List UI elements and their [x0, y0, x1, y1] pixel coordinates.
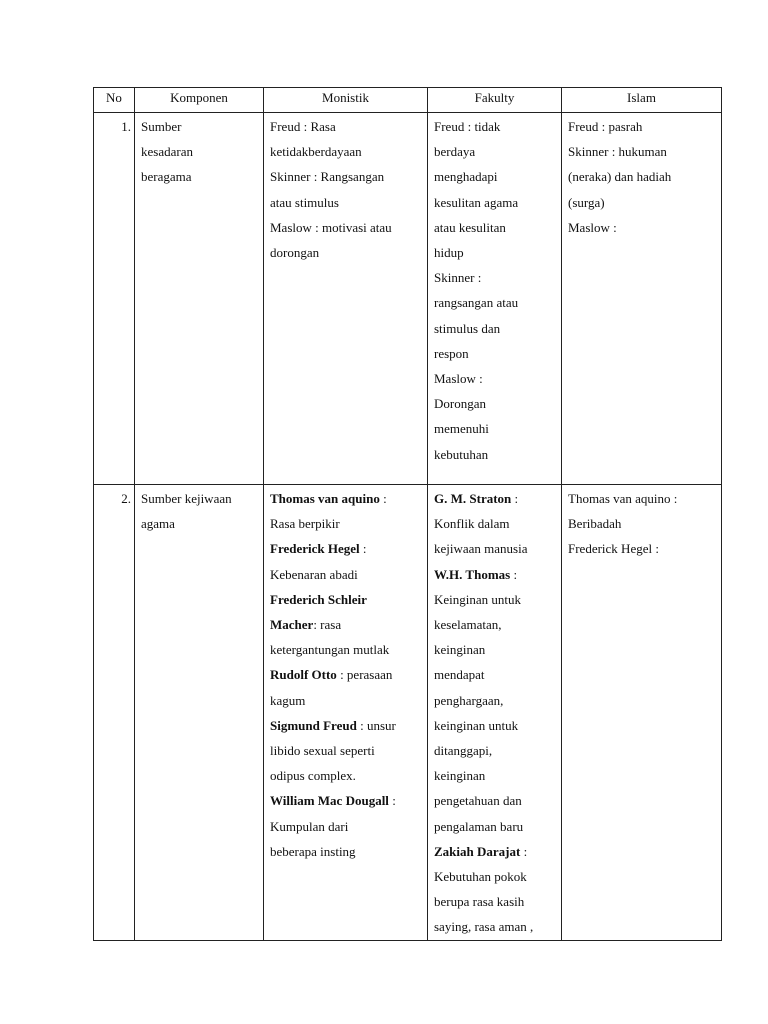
cell-line: respon [434, 345, 469, 361]
separator: : [359, 541, 367, 557]
cell-line: Rasa berpikir [270, 516, 340, 532]
cell-line: kesadaran [141, 144, 193, 160]
header-komponen: Komponen [135, 88, 264, 113]
komponen-cell [135, 113, 264, 485]
cell-line: keinginan [434, 768, 486, 784]
cell-line: keselamatan, [434, 617, 502, 633]
table-row [94, 485, 722, 941]
monistik-cell [264, 113, 428, 485]
row-number: 1. [94, 113, 135, 485]
cell-line: Freud : pasrah [568, 119, 643, 134]
separator: : [511, 491, 519, 506]
cell-line: Dorongan [434, 396, 486, 412]
cell-line: ditanggapi, [434, 743, 493, 759]
islam-cell [562, 113, 722, 485]
cell-line: agama [141, 516, 175, 532]
cell-line: kebutuhan [434, 446, 489, 462]
cell-line [270, 486, 422, 511]
author-name: William Mac Dougall [270, 793, 389, 809]
separator: : [388, 793, 396, 809]
cell-line [270, 612, 422, 637]
cell-line: atau stimulus [270, 194, 339, 210]
cell-line: Skinner : Rangsangan [270, 169, 385, 185]
cell-line: berdaya [434, 144, 476, 160]
header-monistik: Monistik [264, 88, 428, 113]
author-name: Rudolf Otto [270, 667, 337, 683]
cell-line [270, 788, 422, 813]
cell-line [434, 562, 556, 587]
cell-line: beragama [141, 169, 192, 185]
cell-line: Sumber [141, 119, 182, 134]
cell-line: Kumpulan dari [270, 818, 349, 834]
cell-line: (surga) [568, 194, 605, 210]
cell-line: Freud : Rasa [270, 119, 336, 134]
author-name: G. M. Straton [434, 491, 512, 506]
cell-line: keinginan [434, 642, 486, 658]
separator: : [379, 491, 387, 506]
cell-line: ketergantungan mutlak [270, 642, 390, 658]
author-name: Macher [270, 617, 314, 633]
cell-line: dorongan [270, 245, 320, 261]
cell-line [434, 839, 556, 864]
header-islam: Islam [562, 88, 722, 113]
cell-line: Konflik dalam [434, 516, 510, 532]
cell-line: Keinginan untuk [434, 591, 522, 607]
table-row [94, 113, 722, 485]
row-number: 2. [94, 485, 135, 941]
cell-line: ketidakberdayaan [270, 144, 362, 160]
author-name: Zakiah Darajat [434, 843, 521, 859]
cell-line: Kebenaran abadi [270, 566, 358, 582]
separator: : rasa [313, 617, 342, 633]
separator: : [520, 843, 528, 859]
cell-line: hidup [434, 245, 464, 261]
cell-line [270, 587, 422, 612]
cell-line: berupa rasa kasih [434, 894, 525, 910]
cell-line: menghadapi [434, 169, 498, 185]
cell-line: Freud : tidak [434, 119, 501, 134]
monistik-cell [264, 485, 428, 941]
cell-line: Sumber kejiwaan [141, 491, 232, 506]
header-no: No [94, 88, 135, 113]
header-fakulty: Fakulty [428, 88, 562, 113]
cell-line: Maslow : [434, 371, 483, 387]
cell-line: mendapat [434, 667, 485, 683]
author-name: Thomas van aquino [270, 491, 380, 506]
cell-line [270, 536, 422, 561]
cell-line: rangsangan atau [434, 295, 519, 311]
cell-line: Frederick Hegel : [568, 541, 659, 557]
author-name: Sigmund Freud [270, 717, 357, 733]
cell-line: Kebutuhan pokok [434, 869, 527, 885]
cell-line: kejiwaan manusia [434, 541, 528, 557]
cell-line: beberapa insting [270, 843, 356, 859]
komponen-cell [135, 485, 264, 941]
cell-line: libido sexual seperti [270, 743, 375, 759]
cell-line [270, 713, 422, 738]
cell-line: Thomas van aquino : [568, 491, 678, 506]
separator: : [510, 566, 518, 582]
cell-line [434, 486, 556, 511]
cell-line: Skinner : hukuman [568, 144, 667, 160]
cell-line: pengalaman baru [434, 818, 524, 834]
cell-line: kesulitan agama [434, 194, 519, 210]
header-row [94, 88, 722, 113]
cell-line: stimulus dan [434, 320, 501, 336]
cell-line [270, 662, 422, 687]
cell-line: keinginan untuk [434, 717, 519, 733]
cell-line: Beribadah [568, 516, 622, 532]
cell-line: Maslow : motivasi atau [270, 219, 392, 235]
fakulty-cell [428, 485, 562, 941]
author-name: Frederick Hegel [270, 541, 360, 557]
author-name: W.H. Thomas [434, 566, 511, 582]
cell-line: pengetahuan dan [434, 793, 522, 809]
cell-line: Skinner : [434, 270, 482, 286]
separator: : perasaan [336, 667, 393, 683]
cell-line: atau kesulitan [434, 219, 506, 235]
author-name: Frederich Schleir [270, 591, 367, 607]
psychology-religion-table [93, 87, 722, 941]
cell-line: kagum [270, 692, 306, 708]
cell-line: (neraka) dan hadiah [568, 169, 672, 185]
fakulty-cell [428, 113, 562, 485]
cell-line: Maslow : [568, 219, 617, 235]
cell-line: saying, rasa aman , [434, 919, 534, 935]
separator: : unsur [356, 717, 396, 733]
islam-cell [562, 485, 722, 941]
cell-line: memenuhi [434, 421, 489, 437]
cell-line: penghargaan, [434, 692, 504, 708]
cell-line: odipus complex. [270, 768, 356, 784]
